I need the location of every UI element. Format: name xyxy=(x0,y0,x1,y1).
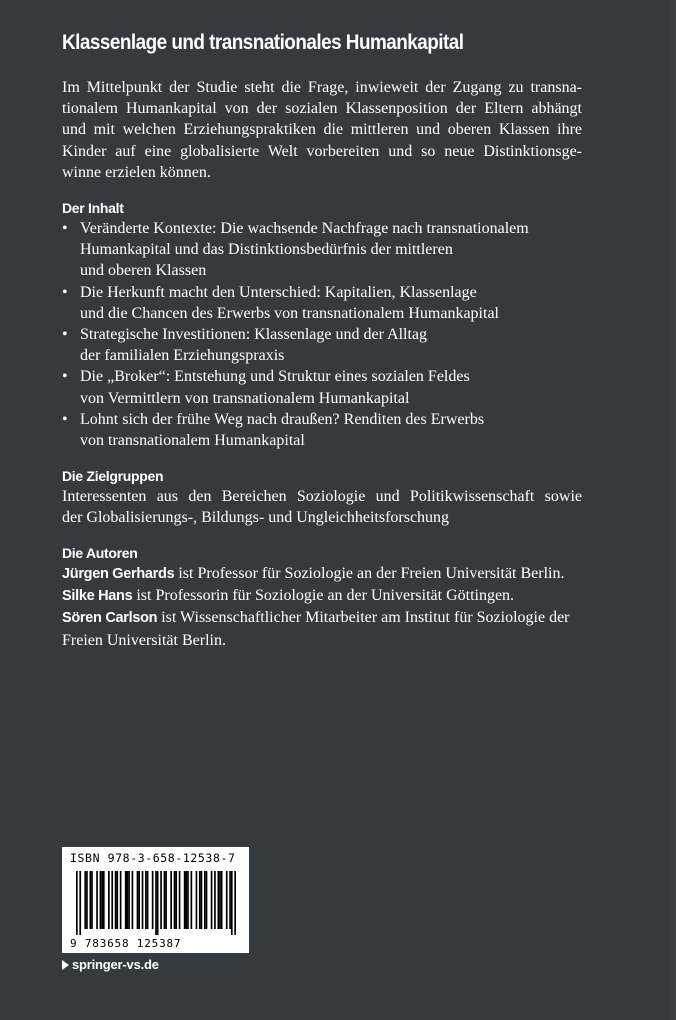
barcode-bar xyxy=(160,871,162,929)
barcode-bar xyxy=(191,871,193,929)
barcode-bar xyxy=(229,871,231,929)
barcode-bar xyxy=(128,871,130,929)
barcode-bar xyxy=(127,871,129,929)
barcode-bar xyxy=(199,871,201,929)
bullet-icon: • xyxy=(62,326,68,344)
barcode-bar xyxy=(155,871,157,935)
barcode-bar xyxy=(175,871,177,929)
barcode-bar xyxy=(137,871,139,929)
barcode-bar xyxy=(179,871,181,929)
list-item-line: Die Herkunft macht den Unterschied: Kapitalien, Klassenlage xyxy=(80,283,477,301)
author-name: Jürgen Gerhards xyxy=(62,566,175,582)
section-inhalt xyxy=(62,198,582,451)
bullet-icon: • xyxy=(62,283,68,301)
barcode-bar xyxy=(196,871,198,929)
section-heading-inhalt: Der Inhalt xyxy=(62,200,124,216)
barcode-bar xyxy=(96,871,98,929)
book-title: Klassenlage und transnationales Humankapital xyxy=(62,30,464,54)
barcode-bar xyxy=(89,871,91,929)
barcode-bar xyxy=(185,871,187,929)
list-item-line: und oberen Klassen xyxy=(80,262,207,280)
list-item-line: der familialen Erziehungspraxis xyxy=(80,347,285,365)
barcode-bar xyxy=(86,871,88,929)
barcode-bar xyxy=(116,871,118,929)
section-autoren xyxy=(62,543,582,651)
barcode-digits: 9 783658 125387 xyxy=(70,937,182,950)
list-item-line: Strategische Investitionen: Klassenlage und der Alltag xyxy=(80,326,428,344)
content-list xyxy=(62,218,582,451)
barcode-bar xyxy=(174,871,176,929)
barcode-bar xyxy=(214,871,216,929)
list-item-line: Lohnt sich der frühe Weg nach draußen? Renditen des Erwerbs xyxy=(80,410,485,428)
section-zielgruppen xyxy=(62,466,582,528)
barcode-bar xyxy=(206,871,208,929)
list-item xyxy=(62,409,582,451)
barcode-bar xyxy=(108,871,110,929)
barcode-bar xyxy=(226,871,228,929)
arrow-right-icon xyxy=(62,960,69,970)
barcode-bar xyxy=(170,871,172,929)
barcode-bar xyxy=(231,871,233,935)
bullet-icon: • xyxy=(62,220,68,237)
barcode-bar xyxy=(138,871,140,929)
list-item-line: von transnationalem Humankapital xyxy=(80,432,305,450)
list-item xyxy=(62,324,582,366)
barcode-bar xyxy=(219,871,221,929)
barcode-bar xyxy=(111,871,113,929)
zielgruppen-line: Interessenten aus den Bereichen Soziologie und Politikwissenschaft sowie xyxy=(62,488,582,505)
barcode-bar xyxy=(120,871,122,929)
barcode-bar xyxy=(152,871,154,929)
list-item xyxy=(62,366,582,408)
barcode-bar xyxy=(145,871,147,929)
author-name: Sören Carlson xyxy=(62,610,158,627)
barcode-bar xyxy=(91,871,93,929)
intro-line: tionalem Humankapital von der sozialen Klassenposition der Eltern abhängt xyxy=(62,100,582,118)
list-item xyxy=(62,282,582,324)
barcode-bar xyxy=(201,871,203,929)
barcode-bar xyxy=(187,871,189,929)
barcode-bar xyxy=(76,871,78,935)
author-entry xyxy=(62,563,582,585)
isbn-label: ISBN 978-3-658-12538-7 xyxy=(70,851,236,865)
barcode-bar xyxy=(204,871,206,929)
list-item-line: Die „Broker“: Entstehung und Struktur eines sozialen Feldes xyxy=(80,368,470,386)
author-description: ist Wissenschaftlicher Mitarbeiter am Institut für Soziologie der xyxy=(157,609,570,627)
author-continuation: Freien Universität Berlin. xyxy=(62,631,226,649)
barcode-bar xyxy=(217,871,219,929)
section-heading-autoren: Die Autoren xyxy=(62,545,138,561)
barcode-bar xyxy=(147,871,149,929)
intro-paragraph xyxy=(62,77,582,183)
author-entry xyxy=(62,607,582,629)
barcode-bar xyxy=(157,871,159,935)
intro-line: und mit welchen Erziehungspraktiken die mittleren und oberen Klassen ihre xyxy=(62,121,582,139)
barcode-bar xyxy=(221,871,223,929)
author-name: Silke Hans xyxy=(62,588,133,605)
barcode-bar xyxy=(211,871,213,929)
list-item xyxy=(62,218,582,282)
barcode-bar xyxy=(101,871,103,929)
intro-line: Im Mittelpunkt der Studie steht die Frage, inwieweit der Zugang zu transna- xyxy=(62,79,582,96)
spine-edge xyxy=(668,0,676,1020)
intro-line: winne erzielen können. xyxy=(62,163,211,181)
barcode-bar xyxy=(84,871,86,929)
barcode-bar xyxy=(184,871,186,929)
barcode-bar xyxy=(100,871,102,929)
author-description: ist Professorin für Soziologie an der Universität Göttingen. xyxy=(132,587,515,605)
list-item-line: von Vermittlern von transnationalem Humankapital xyxy=(80,389,410,407)
zielgruppen-line: der Globalisierungs-, Bildungs- und Ungleichheitsforschung xyxy=(62,509,450,527)
publisher-link[interactable] xyxy=(62,957,159,972)
barcode-bar xyxy=(132,871,134,929)
barcode-bar xyxy=(103,871,105,929)
intro-line: Kinder auf eine globalisierte Welt vorbereiten und so neue Distinktionsge- xyxy=(62,142,582,160)
isbn-barcode xyxy=(62,847,249,953)
barcode-bar xyxy=(234,871,236,935)
section-heading-zielgruppen: Die Zielgruppen xyxy=(62,468,164,484)
barcode-bar xyxy=(142,871,144,929)
barcode-bar xyxy=(165,871,167,929)
list-item-line: Humankapital und das Distinktionsbedürfnis der mittleren xyxy=(80,241,453,259)
bullet-icon: • xyxy=(62,368,68,386)
author-entry xyxy=(62,585,582,607)
author-description: ist Professor für Soziologie an der Freien Universität Berlin. xyxy=(174,565,565,582)
list-item-line: Veränderte Kontexte: Die wachsende Nachfrage nach transnationalem xyxy=(80,220,529,237)
barcode-bar xyxy=(125,871,127,929)
barcode-bar xyxy=(79,871,81,935)
bullet-icon: • xyxy=(62,410,68,428)
barcode-bar xyxy=(115,871,117,929)
list-item-line: und die Chancen des Erwerbs von transnationalem Humankapital xyxy=(80,304,499,322)
barcode-bars xyxy=(76,871,236,935)
publisher-url: springer-vs.de xyxy=(72,957,159,972)
barcode-bar xyxy=(164,871,166,929)
